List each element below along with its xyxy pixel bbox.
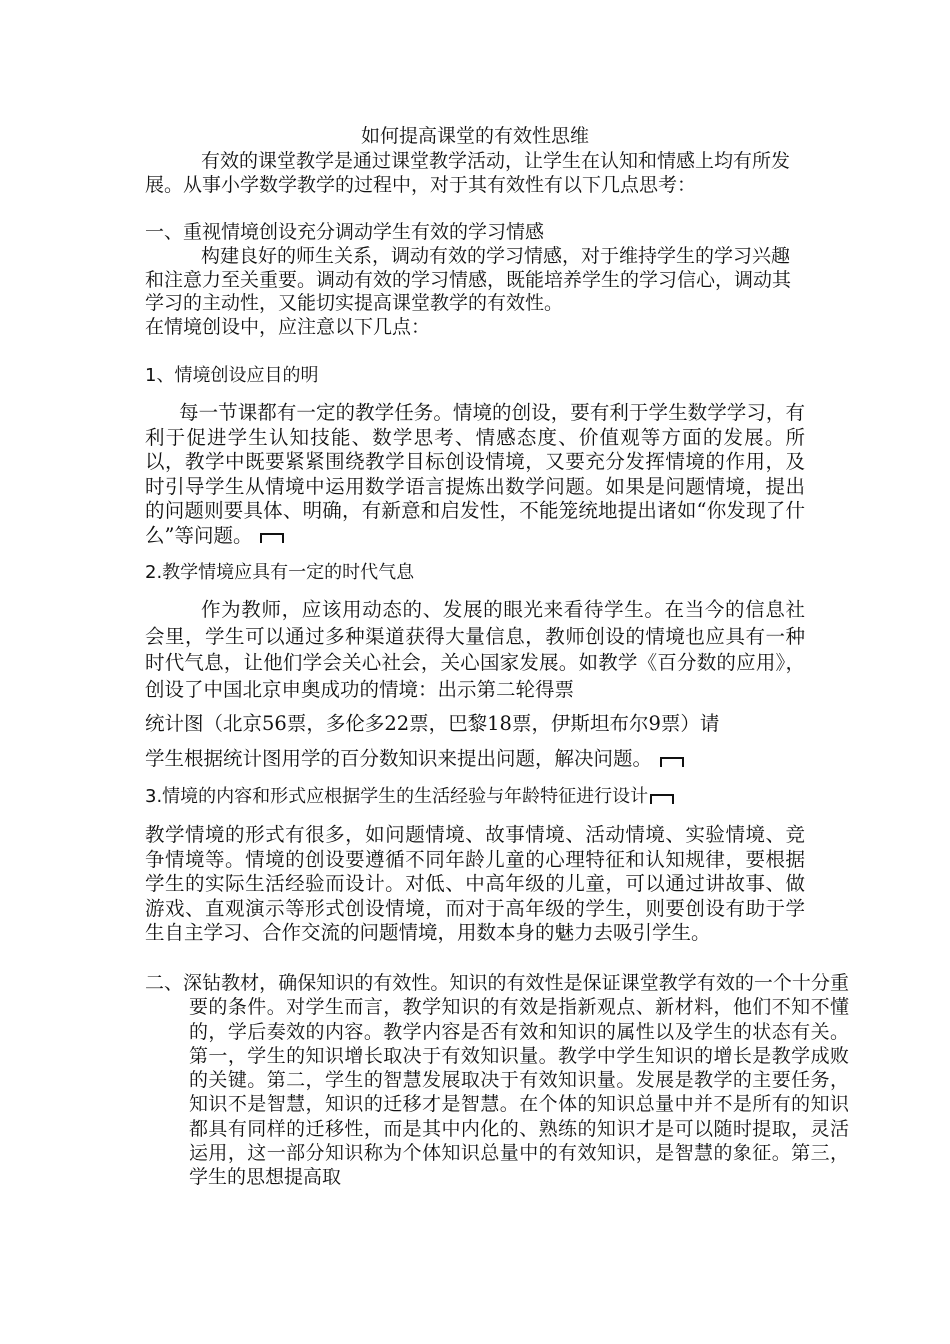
- section1-heading: 一、重视情境创设充分调动学生有效的学习情感: [145, 221, 545, 243]
- item1-heading: 1、情境创设应目的明: [145, 365, 319, 386]
- item1-paragraph-text: 每一节课都有一定的教学任务。情境的创设，要有利于学生数学学习，有利于促进学生认知技能、数学思考、情感态度、价值观等方面的发展。所以，教学中既要紧紧围绕教学目标创设情境，又要充分发挥情境的作用，及时引导学生从情境中运用数学语言提炼出数学问题。如果是问题情境，提出的问题则要具体、明确，有新意和启发性，不能笼统地提出诸如“你发现了什么”等问题。: [145, 401, 805, 547]
- paragraph-mark-icon: [650, 794, 674, 804]
- section2-paragraph: 二、深钻教材，确保知识的有效性。知识的有效性是保证课堂教学有效的一个十分重要的条件。对学生而言，教学知识的有效是指新观点、新材料，他们不知不懂的，学后奏效的内容。教学内容是否有效和知识的属性以及学生的状态有关。第一，学生的知识增长取决于有效知识量。教学中学生知识的增长是教学成败的关键。第二，学生的智慧发展取决于有效知识量。发展是教学的主要任务，知识不是智慧，知识的迁移才是智慧。在个体的知识总量中并不是所有的知识都具有同样的迁移性，而是其中内化的、熟练的知识才是可以随时提取，灵活运用，这一部分知识称为个体知识总量中的有效知识，是智慧的象征。第三，学生的思想提高取: [145, 972, 849, 1189]
- item3-paragraph: 教学情境的形式有很多，如问题情境、故事情境、活动情境、实验情境、竞争情境等。情境的创设要遵循不同年龄儿童的心理特征和认知规律，要根据学生的实际生活经验而设计。对低、中高年级的儿童，可以通过讲故事、做游戏、直观演示等形式创设情境，而对于高年级的学生，则要创设有助于学生自主学习、合作交流的问题情境，用数本身的魅力去吸引学生。: [145, 823, 805, 945]
- item2-heading: 2.教学情境应具有一定的时代气息: [145, 562, 415, 583]
- page-title: 如何提高课堂的有效性思维: [360, 125, 589, 147]
- item2-line3: [145, 747, 805, 771]
- intro-paragraph: 有效的课堂教学是通过课堂教学活动，让学生在认知和情感上均有所发展。从事小学数学教学的过程中，对于其有效性有以下几点思考：: [145, 150, 791, 196]
- item2-line2: 统计图（北京56票，多伦多22票，巴黎18票，伊斯坦布尔9票）请: [145, 712, 720, 735]
- item1-paragraph: [145, 401, 805, 549]
- item3-heading-text: 3.情境的内容和形式应根据学生的生活经验与年龄特征进行设计: [145, 786, 649, 807]
- section1-paragraph: 构建良好的师生关系，调动有效的学习情感，对于维持学生的学习兴趣和注意力至关重要。调动有效的学习情感，既能培养学生的学习信心，调动其学习的主动性，又能切实提高课堂教学的有效性。: [145, 245, 792, 314]
- item2-line3-text: 学生根据统计图用学的百分数知识来提出问题，解决问题。: [145, 747, 653, 770]
- section1-lead: 在情境创设中，应注意以下几点：: [145, 316, 431, 338]
- paragraph-mark-icon: [660, 757, 684, 767]
- item3-heading: [145, 785, 825, 809]
- item2-paragraph: 作为教师，应该用动态的、发展的眼光来看待学生。在当今的信息社会里，学生可以通过多种渠道获得大量信息，教师创设的情境也应具有一种时代气息，让他们学会关心社会，关心国家发展。如教学《百分数的应用》，创设了中国北京申奥成功的情境：出示第二轮得票: [145, 598, 805, 701]
- paragraph-mark-icon: [260, 533, 284, 543]
